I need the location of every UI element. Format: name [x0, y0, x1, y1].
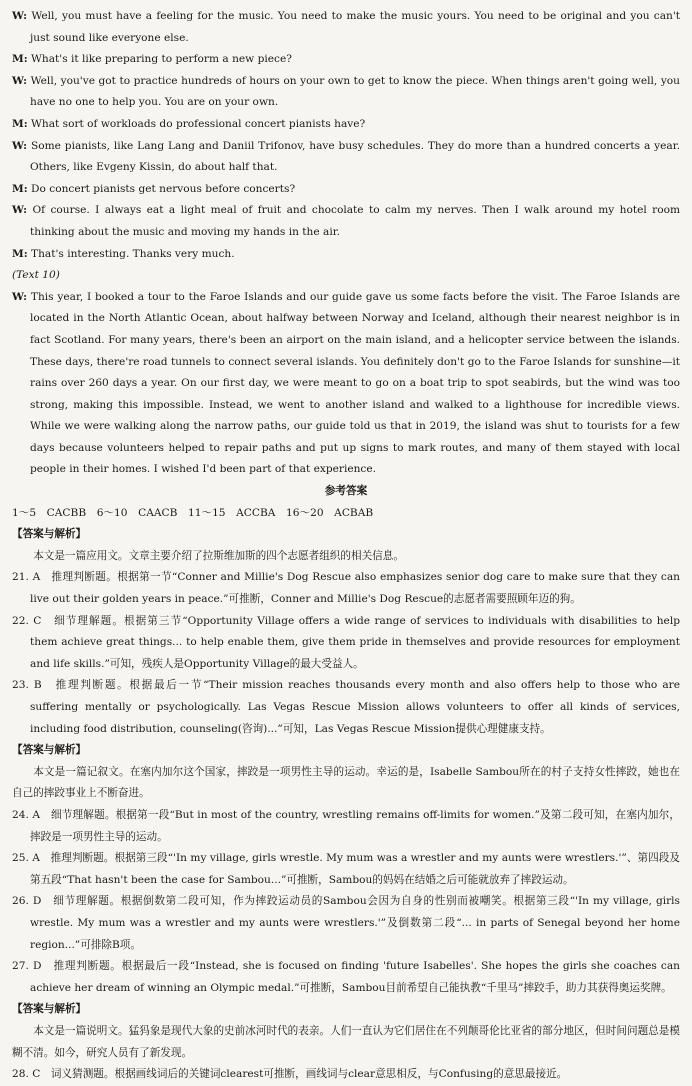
answer-explanation: 27. D 推理判断题。根据最后一段“Instead, she is focused on finding 'future Isabelles'. She hopes the girls she coaches can achieve her dream of winning an Olympic medal.”可推断，Sambou目前希望自己能执教“千里马”摔跤手，助力其获得奥运奖牌。 [12, 960, 680, 994]
passage-summary: 本文是一篇应用文。文章主要介绍了拉斯维加斯的四个志愿者组织的相关信息。 [33, 549, 404, 562]
text10-body: This year, I booked a tour to the Faroe Islands and our guide gave us some facts before the visit. The Faroe Islands are located in the North Atlantic Ocean, about halfway between Norway and Iceland, although their nearest neighbor is in fact Scotland. For many years, there's been an airport on the main island, and a helicopter service between the islands. These days, there're road tunnels to connect several islands. You definitely don't go to the Faroe Islands for sunshine—it rains over 260 days a year. On our first day, we were meant to go on a boat trip to spot seabirds, but the wind was too strong, making this impossible. Instead, we went to another island and walked to a lighthouse for incredible views. While we were walking along the narrow paths, our guide told us that in 2019, the island was shut to tourists for a few days because volunteers helped to repair paths and put up signs to mark routes, and many of them stayed with local people in their homes. I wished I'd been part of that experience. [30, 290, 681, 476]
speaker: W: [12, 204, 28, 217]
section-heading: 【答案与解析】 [12, 1003, 87, 1016]
analysis-section [12, 524, 680, 1085]
dialogue-text: Well, you've got to practice hundreds of hours on your own to get to know the piece. When things aren't going well, you have no one to help you. You are on your own. [30, 74, 680, 109]
dialogue-line [12, 136, 680, 179]
dialogue-section [12, 6, 680, 265]
dialogue-line [12, 114, 680, 136]
speaker: W: [12, 290, 28, 303]
dialogue-line [12, 200, 680, 243]
speaker: M: [12, 182, 28, 195]
dialogue-text: Some pianists, like Lang Lang and Daniil Trifonov, have busy schedules. They do more than a hundred concerts a year. Others, like Evgeny Kissin, do about half that. [30, 139, 680, 174]
answer-heading: 参考答案 [324, 485, 368, 498]
answer-explanation: 24. A 细节理解题。根据第一段“But in most of the country, wrestling remains off-limits for women.”及第二段可知，在塞内加尔，摔跤是一项男性主导的运动。 [12, 808, 680, 843]
dialogue-text: What sort of workloads do professional concert pianists have? [31, 117, 366, 130]
speaker: W: [12, 10, 28, 22]
answer-explanation: 22. C 细节理解题。根据第三节“Opportunity Village offers a wide range of services to individuals with disabilities to help them achieve great things... to help enable them, give them pride in themselves and provide resources for employment and life skills.”可知，残疾人是Opportunity Village的最大受益人。 [12, 614, 680, 670]
speaker: M: [12, 117, 28, 130]
dialogue-text: What's it like preparing to perform a new piece? [31, 53, 292, 66]
dialogue-line [12, 71, 680, 114]
dialogue-text: That's interesting. Thanks very much. [31, 247, 235, 260]
dialogue-line [12, 49, 680, 71]
dialogue-line [12, 6, 680, 49]
answer-keys: 1～5 CACBB 6～10 CAACB 11～15 ACCBA 16～20 ACBAB [12, 506, 374, 519]
dialogue-text: Of course. I always eat a light meal of fruit and chocolate to calm my nerves. Then I walk around my hotel room thinking about the music and moving my hands in the air. [30, 204, 681, 238]
answer-explanation: 23. B 推理判断题。根据最后一节“Their mission reaches thousands every month and also offers help to those who are suffering mentally or psychologically. Las Vegas Rescue Mission allows volunteers to offer all kinds of services, including food distribution, counseling(咨询)...”可知，Las Vegas Rescue Mission提供心理健康支持。 [12, 679, 680, 735]
answer-explanation: 25. A 推理判断题。根据第三段“'In my village, girls wrestle. My mum was a wrestler and my aunts were wrestlers.'”、第四段及第五段“That hasn't been the case for Sambou...”可推断，Sambou的妈妈在结婚之后可能就放弃了摔跤运动。 [12, 852, 680, 886]
section-heading: 【答案与解析】 [12, 528, 87, 541]
answer-explanation: 28. C 词义猜测题。根据画线词后的关键词clearest可推断，画线词与clear意思相反，与Confusing的意思最接近。 [12, 1068, 568, 1081]
speaker: M: [12, 247, 28, 260]
passage-summary: 本文是一篇说明文。猛犸象是现代大象的史前冰河时代的表亲。人们一直认为它们居住在不列颠哥伦比亚省的部分地区，但时间问题总是模糊不清。如今，研究人员有了新发现。 [12, 1024, 680, 1059]
dialogue-line [12, 244, 680, 266]
section-heading: 【答案与解析】 [12, 744, 87, 757]
text10-section [12, 265, 680, 481]
answer-explanation: 26. D 细节理解题。根据倒数第二段可知，作为摔跤运动员的Sambou会因为自身的性别而被嘲笑。根据第三段“'In my village, girls wrestle. My mum was a wrestler and my aunts were wrestlers.'”及倒数第二段“... in parts of Senegal beyond her home region...”可排除B项。 [12, 895, 680, 951]
text10-paragraph [12, 287, 680, 481]
speaker: W: [12, 139, 28, 152]
speaker: W: [12, 74, 28, 87]
dialogue-text: Do concert pianists get nervous before concerts? [31, 182, 296, 195]
passage-summary: 本文是一篇记叙文。在塞内加尔这个国家，摔跤是一项男性主导的运动。幸运的是，Isabelle Sambou所在的村子支持女性摔跤，她也在自己的摔跤事业上不断奋进。 [12, 765, 680, 800]
dialogue-line [12, 179, 680, 201]
speaker: M: [12, 53, 28, 66]
text10-label: (Text 10) [12, 269, 60, 282]
answer-explanation: 21. A 推理判断题。根据第一节“Conner and Millie's Dog Rescue also emphasizes senior dog care to make sure that they can live out their golden years in peace.”可推断，Conner and Millie's Dog Rescue的志愿者需要照顾年迈的狗。 [12, 571, 680, 606]
dialogue-text: Well, you must have a feeling for the music. You need to make the music yours. You need to be original and you can't just sound like everyone else. [30, 10, 681, 44]
